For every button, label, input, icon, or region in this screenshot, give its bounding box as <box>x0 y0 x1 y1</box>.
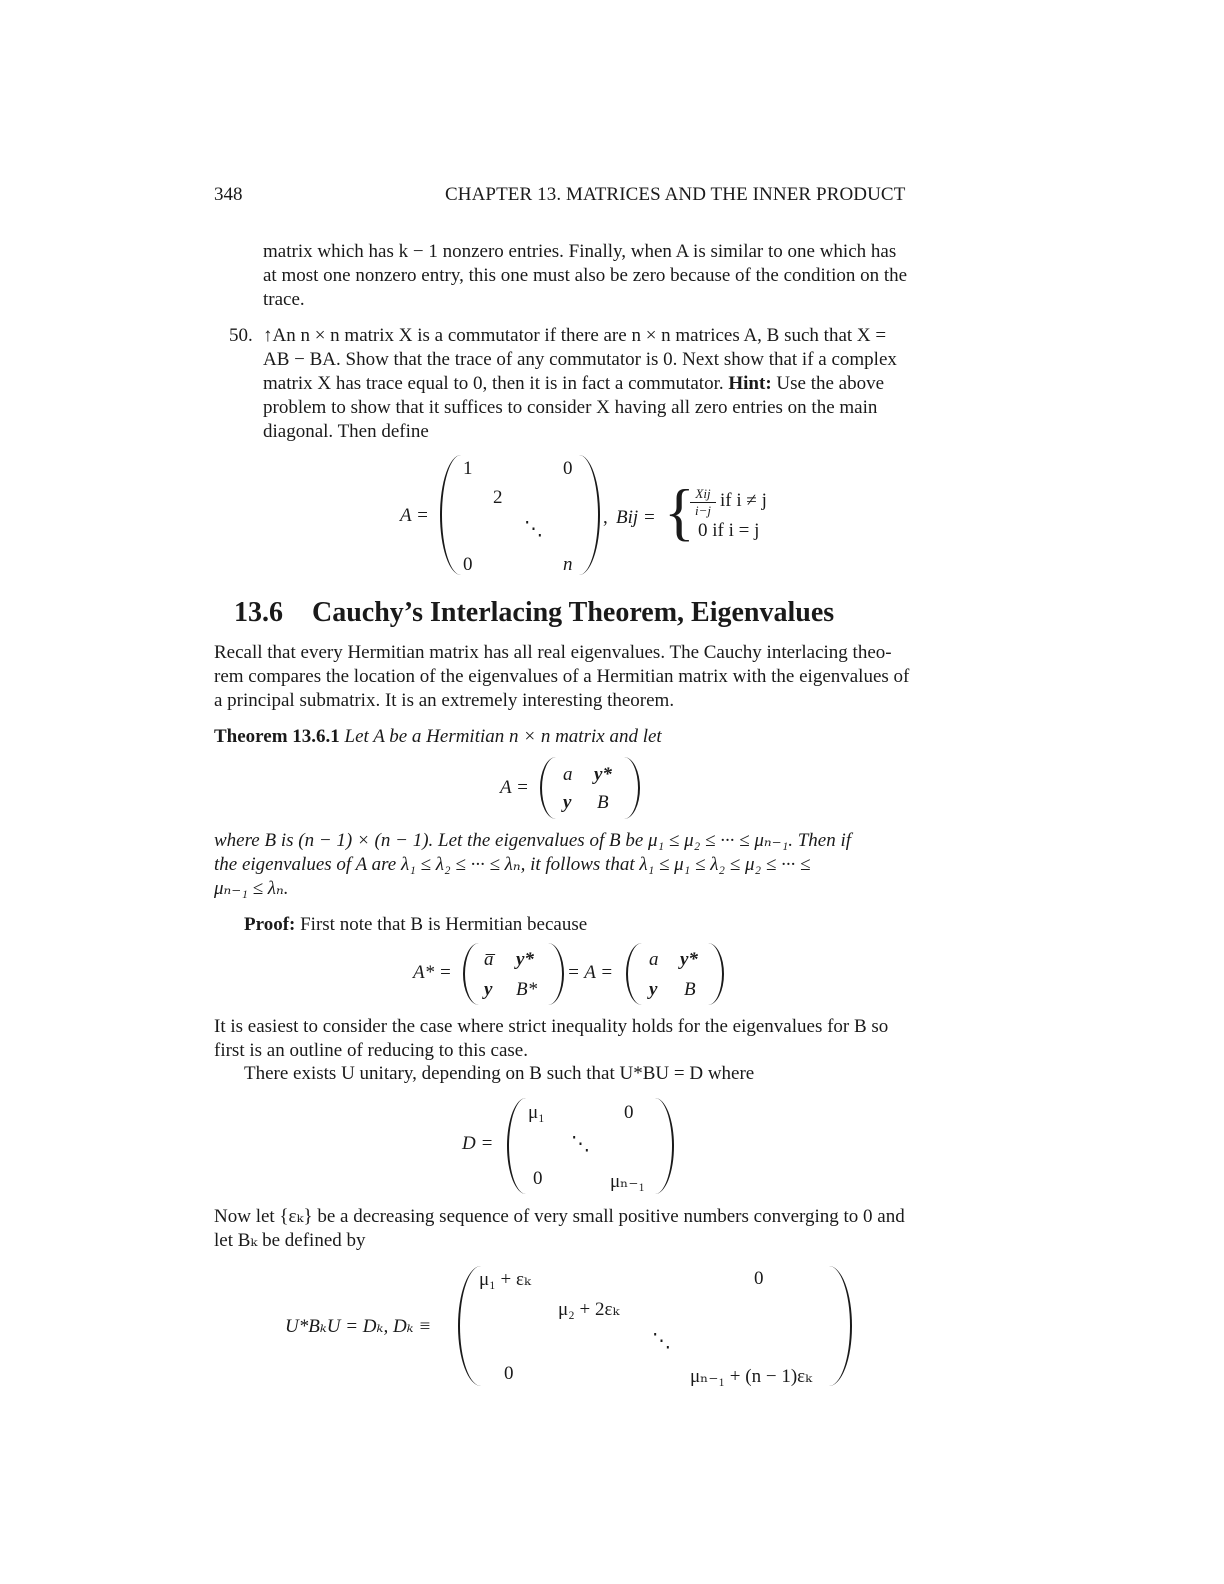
eq-lhs: U*BₖU = Dₖ, Dₖ ≡ <box>285 1316 432 1337</box>
matrix-entry: μ₂ + 2εₖ <box>558 1299 620 1320</box>
matrix-entry: μ₁ <box>528 1102 545 1123</box>
proof-text: First note that B is Hermitian because <box>300 914 588 935</box>
case-condition: 0 if i = j <box>698 520 760 541</box>
text-line: matrix which has k − 1 nonzero entries. Finally, when A is similar to one which has <box>263 241 897 262</box>
eq-lhs: A = <box>400 505 429 526</box>
text-line: trace. <box>263 289 305 310</box>
theorem-body <box>214 829 927 901</box>
matrix-entry: B* <box>516 979 538 1000</box>
proof-intro <box>244 913 587 937</box>
text-line: ↑An n × n matrix X is a commutator if there are n × n matrices A, B such that X = <box>263 325 887 346</box>
matrix-entry: 0 <box>533 1168 543 1189</box>
text-segment: matrix X has trace equal to 0, then it is in fact a commutator. <box>263 373 724 394</box>
matrix-entry: a̅ <box>484 949 494 970</box>
matrix-entry: y <box>563 792 572 813</box>
matrix-entry: μₙ₋₁ <box>610 1171 646 1192</box>
comma: , <box>603 507 608 528</box>
right-paren <box>636 1098 674 1194</box>
left-paren <box>440 455 482 575</box>
eq-lhs: A* = <box>413 962 452 983</box>
text-line <box>263 372 927 396</box>
matrix-entry: a <box>563 764 573 785</box>
section-number: 13.6 <box>234 597 283 628</box>
matrix-entry: 0 <box>563 458 573 479</box>
right-paren <box>558 455 600 575</box>
matrix-entry: μ₁ + εₖ <box>479 1269 531 1290</box>
matrix-entry: ⋱ <box>571 1134 590 1155</box>
hint-label: Hint: <box>728 373 772 394</box>
matrix-entry: 0 <box>463 554 473 575</box>
right-paren <box>608 757 640 819</box>
page-number: 348 <box>214 184 243 205</box>
matrix-entry: 1 <box>463 458 473 479</box>
matrix-entry: B <box>597 792 609 813</box>
text-line: where B is (n − 1) × (n − 1). Let the eigenvalues of B be μ₁ ≤ μ₂ ≤ ··· ≤ μₙ₋₁. Then if <box>214 830 852 851</box>
case-condition: if i ≠ j <box>720 490 767 511</box>
text-line: the eigenvalues of A are λ₁ ≤ λ₂ ≤ ··· ≤ λₙ, it follows that λ₁ ≤ μ₁ ≤ λ₂ ≤ μ₂ ≤ ··· ≤ <box>214 854 811 875</box>
text-line: Recall that every Hermitian matrix has all real eigenvalues. The Cauchy interlacing theo- <box>214 642 892 663</box>
text-line: It is easiest to consider the case where strict inequality holds for the eigenvalues for B so <box>214 1016 889 1037</box>
eq-lhs: D = <box>462 1133 494 1154</box>
matrix-entry: n <box>563 554 573 575</box>
matrix-entry: 0 <box>504 1363 514 1384</box>
proof-label: Proof: <box>244 914 296 935</box>
carryover-paragraph <box>263 240 927 312</box>
text-line: let Bₖ be defined by <box>214 1230 366 1251</box>
text-line: AB − BA. Show that the trace of any commutator is 0. Next show that if a complex <box>263 349 897 370</box>
right-paren <box>806 1266 852 1386</box>
running-head: CHAPTER 13. MATRICES AND THE INNER PRODUCT <box>445 184 906 205</box>
matrix-entry: y* <box>516 949 534 970</box>
matrix-entry: B <box>684 979 696 1000</box>
text-line: problem to show that it suffices to consider X having all zero entries on the main <box>263 397 878 418</box>
matrix-entry: 2 <box>493 487 503 508</box>
text-line: first is an outline of reducing to this case. <box>214 1040 528 1061</box>
b-ij-lhs: Bij = <box>616 507 656 528</box>
text-line: at most one nonzero entry, this one must also be zero because of the condition on the <box>263 265 908 286</box>
intro-paragraph <box>214 641 927 713</box>
fraction-numerator: Xij <box>690 486 716 503</box>
proof-paragraph-1 <box>214 1015 927 1063</box>
theorem-heading <box>214 725 927 749</box>
matrix-entry: ⋱ <box>652 1331 671 1352</box>
text-line: Now let {εₖ} be a decreasing sequence of very small positive numbers converging to 0 and <box>214 1206 905 1227</box>
theorem-statement: Let A be a Hermitian n × n matrix and let <box>344 726 662 747</box>
left-brace: { <box>664 476 695 547</box>
section-title: Cauchy’s Interlacing Theorem, Eigenvalues <box>312 597 835 628</box>
eq-lhs: A = <box>500 777 529 798</box>
text-line: μₙ₋₁ ≤ λₙ. <box>214 878 289 899</box>
fraction-denominator: i−j <box>695 503 711 518</box>
right-paren <box>532 943 564 1005</box>
text-line: rem compares the location of the eigenvalues of a Hermitian matrix with the eigenvalues of <box>214 666 910 687</box>
matrix-entry: 0 <box>754 1268 764 1289</box>
text-line: diagonal. Then define <box>263 421 429 442</box>
matrix-entry: ⋱ <box>524 519 543 540</box>
matrix-entry: y <box>649 979 658 1000</box>
matrix-entry: a <box>649 949 659 970</box>
matrix-entry: 0 <box>624 1102 634 1123</box>
text-segment: Use the above <box>776 373 885 394</box>
right-paren <box>692 943 724 1005</box>
matrix-entry: y <box>484 979 493 1000</box>
theorem-label: Theorem 13.6.1 <box>214 726 340 747</box>
proof-paragraph-2: There exists U unitary, depending on B such that U*BU = D where <box>244 1063 755 1084</box>
problem-number: 50. <box>229 325 253 346</box>
text-line: a principal submatrix. It is an extremely interesting theorem. <box>214 690 675 711</box>
matrix-entry: μₙ₋₁ + (n − 1)εₖ <box>690 1366 813 1387</box>
eq-mid: = A = <box>567 962 614 983</box>
matrix-entry: y* <box>594 764 612 785</box>
proof-paragraph-3 <box>214 1205 927 1253</box>
problem-50-text <box>263 324 927 444</box>
matrix-entry: y* <box>680 949 698 970</box>
